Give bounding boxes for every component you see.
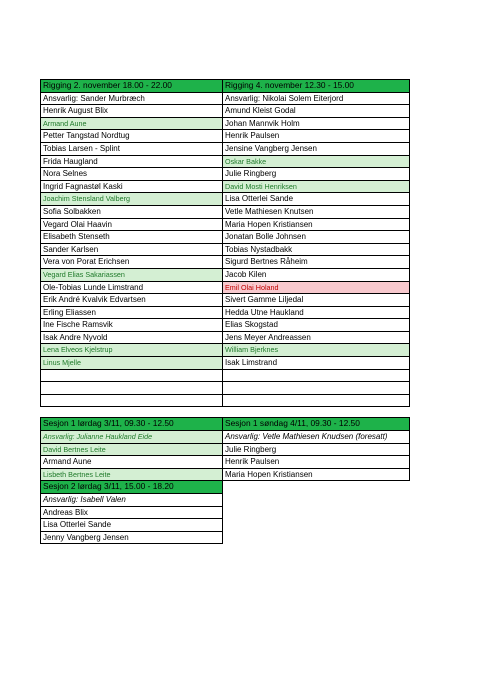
rigging-right-cell[interactable]: Isak Limstrand: [222, 356, 410, 370]
rigging-left-cell[interactable]: Henrik August Blix: [40, 104, 223, 118]
rigging-row: [40, 218, 411, 231]
rigging-row: [40, 192, 411, 205]
rigging-row: [40, 92, 411, 105]
rigging-left-cell[interactable]: Vegard Elias Sakariassen: [40, 268, 223, 282]
sesjon2-header[interactable]: Sesjon 2 lørdag 3/11, 15.00 - 18.20: [40, 480, 223, 494]
rigging-left-cell[interactable]: Erik André Kvalvik Edvartsen: [40, 293, 223, 307]
rigging-left-cell[interactable]: [40, 369, 223, 383]
sesjon-left-cell[interactable]: David Bertnes Leite: [40, 443, 223, 457]
rigging-right-cell[interactable]: Jacob Kilen: [222, 268, 410, 282]
rigging-left-cell[interactable]: Isak Andre Nyvold: [40, 331, 223, 345]
rigging-row: [40, 255, 411, 268]
rigging-right-cell[interactable]: Vetle Mathiesen Knutsen: [222, 205, 410, 219]
sesjon2-rows: [40, 493, 411, 543]
sesjon-right-cell[interactable]: Julie Ringberg: [222, 443, 410, 457]
rigging-row: [40, 167, 411, 180]
rigging-left-cell[interactable]: [40, 394, 223, 408]
rigging-left-cell[interactable]: Ine Fische Ramsvik: [40, 318, 223, 332]
rigging-right-cell[interactable]: Tobias Nystadbakk: [222, 243, 410, 257]
rigging-rows: [40, 92, 411, 407]
rigging-row: [40, 180, 411, 193]
rigging-left-cell[interactable]: [40, 381, 223, 395]
rigging-right-cell[interactable]: Oskar Bakke: [222, 155, 410, 169]
rigging-row: [40, 381, 411, 394]
rigging-row: [40, 293, 411, 306]
rigging-right-cell[interactable]: Elias Skogstad: [222, 318, 410, 332]
rigging-left-cell[interactable]: Lena Elveos Kjelstrup: [40, 343, 223, 357]
sesjon2-row: [40, 531, 411, 544]
sesjon-left-header[interactable]: Sesjon 1 lørdag 3/11, 09.30 - 12.50: [40, 417, 223, 431]
rigging-left-cell[interactable]: Vegard Olai Haavin: [40, 218, 223, 232]
rigging-row: [40, 205, 411, 218]
rigging-row: [40, 343, 411, 356]
rigging-row: [40, 117, 411, 130]
sesjon-row: [40, 443, 411, 456]
rigging-left-cell[interactable]: Vera von Porat Erichsen: [40, 255, 223, 269]
rigging-right-cell[interactable]: Maria Hopen Kristiansen: [222, 218, 410, 232]
rigging-right-cell[interactable]: Sigurd Bertnes Råheim: [222, 255, 410, 269]
rigging-row: [40, 356, 411, 369]
sesjon-row: [40, 430, 411, 443]
sesjon2-cell[interactable]: Ansvarlig: Isabell Valen: [40, 493, 223, 507]
rigging-row: [40, 281, 411, 294]
rigging-left-cell[interactable]: Frida Haugland: [40, 155, 223, 169]
rigging-row: [40, 369, 411, 382]
rigging-right-cell[interactable]: Emil Olai Holand: [222, 281, 410, 295]
sesjon2-cell[interactable]: Jenny Vangberg Jensen: [40, 531, 223, 545]
rigging-right-cell[interactable]: William Bjerknes: [222, 343, 410, 357]
sesjon2-row: [40, 518, 411, 531]
rigging-right-cell[interactable]: Jonatan Bolle Johnsen: [222, 230, 410, 244]
rigging-left-cell[interactable]: Elisabeth Stenseth: [40, 230, 223, 244]
rigging-row: [40, 268, 411, 281]
sesjon2-header-row: [40, 480, 411, 493]
rigging-right-cell[interactable]: Hedda Utne Haukland: [222, 306, 410, 320]
rigging-row: [40, 230, 411, 243]
rigging-left-cell[interactable]: Nora Selnes: [40, 167, 223, 181]
rigging-row: [40, 306, 411, 319]
sesjon-right-cell[interactable]: Ansvarlig: Vetle Mathiesen Knudsen (foresatt): [222, 430, 410, 444]
rigging-right-cell[interactable]: Ansvarlig: Nikolai Solem Eiterjord: [222, 92, 410, 106]
schedule-sheet: [40, 79, 411, 543]
rigging-right-cell[interactable]: Jens Meyer Andreassen: [222, 331, 410, 345]
rigging-row: [40, 394, 411, 407]
rigging-right-cell[interactable]: [222, 381, 410, 395]
sesjon-row: [40, 455, 411, 468]
rigging-right-cell[interactable]: Amund Kleist Godal: [222, 104, 410, 118]
rigging-left-cell[interactable]: Sofia Solbakken: [40, 205, 223, 219]
sesjon-right-cell[interactable]: Maria Hopen Kristiansen: [222, 468, 410, 482]
sesjon-left-cell[interactable]: Lisbeth Bertnes Leite: [40, 468, 223, 482]
rigging-row: [40, 104, 411, 117]
section-spacer: [40, 406, 411, 417]
rigging-left-cell[interactable]: Armand Aune: [40, 117, 223, 131]
rigging-right-cell[interactable]: Lisa Otterlei Sande: [222, 192, 410, 206]
sesjon-left-cell[interactable]: Armand Aune: [40, 455, 223, 469]
rigging-right-header[interactable]: Rigging 4. november 12.30 - 15.00: [222, 79, 410, 93]
rigging-right-cell[interactable]: Sivert Gamme Liljedal: [222, 293, 410, 307]
sesjon2-row: [40, 506, 411, 519]
rigging-left-cell[interactable]: Sander Karlsen: [40, 243, 223, 257]
rigging-right-cell[interactable]: David Mosti Henriksen: [222, 180, 410, 194]
rigging-row: [40, 243, 411, 256]
rigging-row: [40, 331, 411, 344]
rigging-right-cell[interactable]: Johan Mannvik Holm: [222, 117, 410, 131]
rigging-right-cell[interactable]: Henrik Paulsen: [222, 129, 410, 143]
sesjon-rows: [40, 430, 411, 480]
rigging-left-cell[interactable]: Linus Mjelle: [40, 356, 223, 370]
rigging-left-cell[interactable]: Joachim Stensland Valberg: [40, 192, 223, 206]
rigging-right-cell[interactable]: Julie Ringberg: [222, 167, 410, 181]
rigging-right-cell[interactable]: [222, 369, 410, 383]
rigging-row: [40, 142, 411, 155]
rigging-left-cell[interactable]: Ole-Tobias Lunde Limstrand: [40, 281, 223, 295]
rigging-left-header[interactable]: Rigging 2. november 18.00 - 22.00: [40, 79, 223, 93]
rigging-left-cell[interactable]: Ingrid Fagnastøl Kaski: [40, 180, 223, 194]
sesjon-row: [40, 468, 411, 481]
sesjon-header-row: [40, 417, 411, 430]
rigging-row: [40, 318, 411, 331]
rigging-left-cell[interactable]: Erling Eliassen: [40, 306, 223, 320]
sesjon-left-cell[interactable]: Ansvarlig: Julianne Haukland Eide: [40, 430, 223, 444]
rigging-right-cell[interactable]: Jensine Vangberg Jensen: [222, 142, 410, 156]
rigging-left-cell[interactable]: Petter Tangstad Nordtug: [40, 129, 223, 143]
rigging-row: [40, 129, 411, 142]
rigging-right-cell[interactable]: [222, 394, 410, 408]
sesjon-right-header[interactable]: Sesjon 1 søndag 4/11, 09.30 - 12.50: [222, 417, 410, 431]
sesjon-right-cell[interactable]: Henrik Paulsen: [222, 455, 410, 469]
rigging-header-row: [40, 79, 411, 92]
sesjon2-row: [40, 493, 411, 506]
sesjon2-cell[interactable]: Lisa Otterlei Sande: [40, 518, 223, 532]
sesjon2-cell[interactable]: Andreas Blix: [40, 506, 223, 520]
rigging-row: [40, 155, 411, 168]
rigging-left-cell[interactable]: Tobias Larsen - Splint: [40, 142, 223, 156]
rigging-left-cell[interactable]: Ansvarlig: Sander Murbræch: [40, 92, 223, 106]
